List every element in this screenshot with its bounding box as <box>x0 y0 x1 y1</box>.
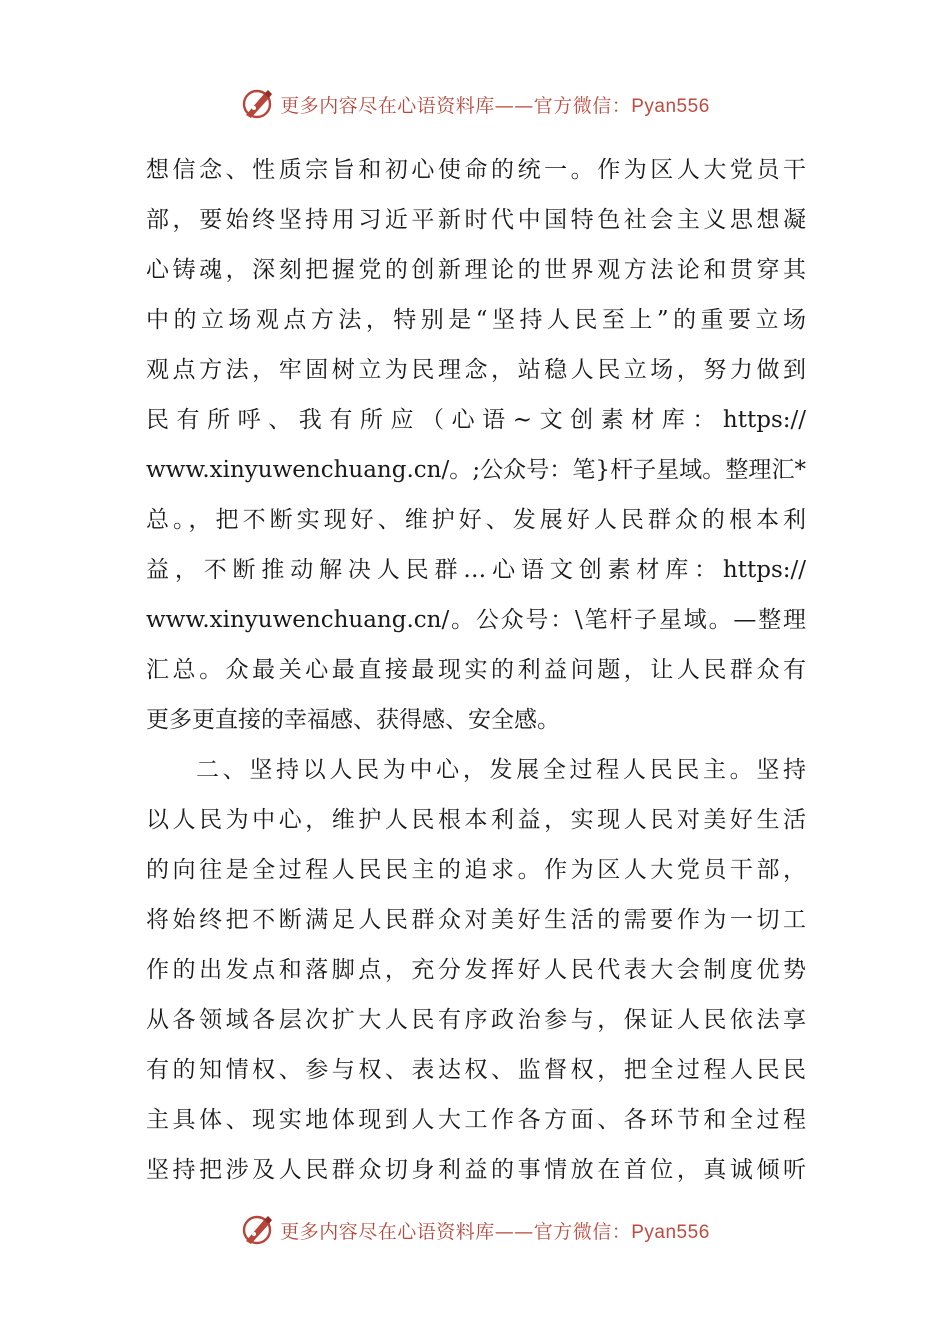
body-line: 将始终把不断满足人民群众对美好生活的需要作为一切工 <box>146 907 806 933</box>
body-line: 以人民为中心，维护人民根本利益，实现人民对美好生活 <box>146 807 806 833</box>
body-line: 二、坚持以人民为中心，发展全过程人民民主。坚持 <box>196 757 806 783</box>
banner-account: Pyan556 <box>631 95 710 117</box>
body-line: 有的知情权、参与权、表达权、监督权，把全过程人民民 <box>146 1057 806 1083</box>
body-line: 作的出发点和落脚点，充分发挥好人民代表大会制度优势 <box>146 957 806 983</box>
document-body <box>146 145 806 1195</box>
body-line: 更多更直接的幸福感、获得感、安全感。 <box>146 707 560 733</box>
body-line: 主具体、现实地体现到人大工作各方面、各环节和全过程 <box>146 1107 806 1133</box>
body-line: 总。，把不断实现好、维护好、发展好人民群众的根本利 <box>146 507 806 533</box>
pen-logo-icon <box>240 86 276 122</box>
body-line: 益，不断推动解决人民群…心语文创素材库：https:// <box>146 557 806 583</box>
body-line: 想信念、性质宗旨和初心使命的统一。作为区人大党员干 <box>146 157 806 183</box>
body-line: 从各领域各层次扩大人民有序政治参与，保证人民依法享 <box>146 1007 806 1033</box>
body-line: www.xinyuwenchuang.cn/。公众号：\笔杆子星域。—整理 <box>146 607 806 633</box>
banner-prefix: 更多内容尽在心语资料库 <box>280 94 495 117</box>
body-line: 坚持把涉及人民群众切身利益的事情放在首位，真诚倾听 <box>146 1157 806 1183</box>
footer-banner <box>0 1208 950 1252</box>
footer-banner-text <box>280 1217 710 1244</box>
banner-label: 官方微信： <box>533 1220 632 1243</box>
body-line: 汇总。众最关心最直接最现实的利益问题，让人民群众有 <box>146 657 806 683</box>
body-line: 心铸魂，深刻把握党的创新理论的世界观方法论和贯穿其 <box>146 257 806 283</box>
body-line: 观点方法，牢固树立为民理念，站稳人民立场，努力做到 <box>146 357 806 383</box>
banner-prefix: 更多内容尽在心语资料库 <box>280 1220 495 1243</box>
banner-account: Pyan556 <box>631 1221 710 1243</box>
body-line: 的向往是全过程人民民主的追求。作为区人大党员干部， <box>146 857 806 883</box>
header-banner <box>0 82 950 126</box>
body-line: 部，要始终坚持用习近平新时代中国特色社会主义思想凝 <box>146 207 806 233</box>
header-banner-text <box>280 91 710 118</box>
body-line: www.xinyuwenchuang.cn/。;公众号：笔}杆子星域。整理汇* <box>146 457 806 483</box>
pen-logo-icon <box>240 1212 276 1248</box>
banner-dash: —— <box>494 1220 534 1243</box>
body-line: 民有所呼、我有所应（心语~文创素材库：https:// <box>146 407 806 433</box>
banner-dash: —— <box>494 94 534 117</box>
banner-label: 官方微信： <box>533 94 632 117</box>
body-line: 中的立场观点方法，特别是“坚持人民至上”的重要立场 <box>146 307 806 333</box>
